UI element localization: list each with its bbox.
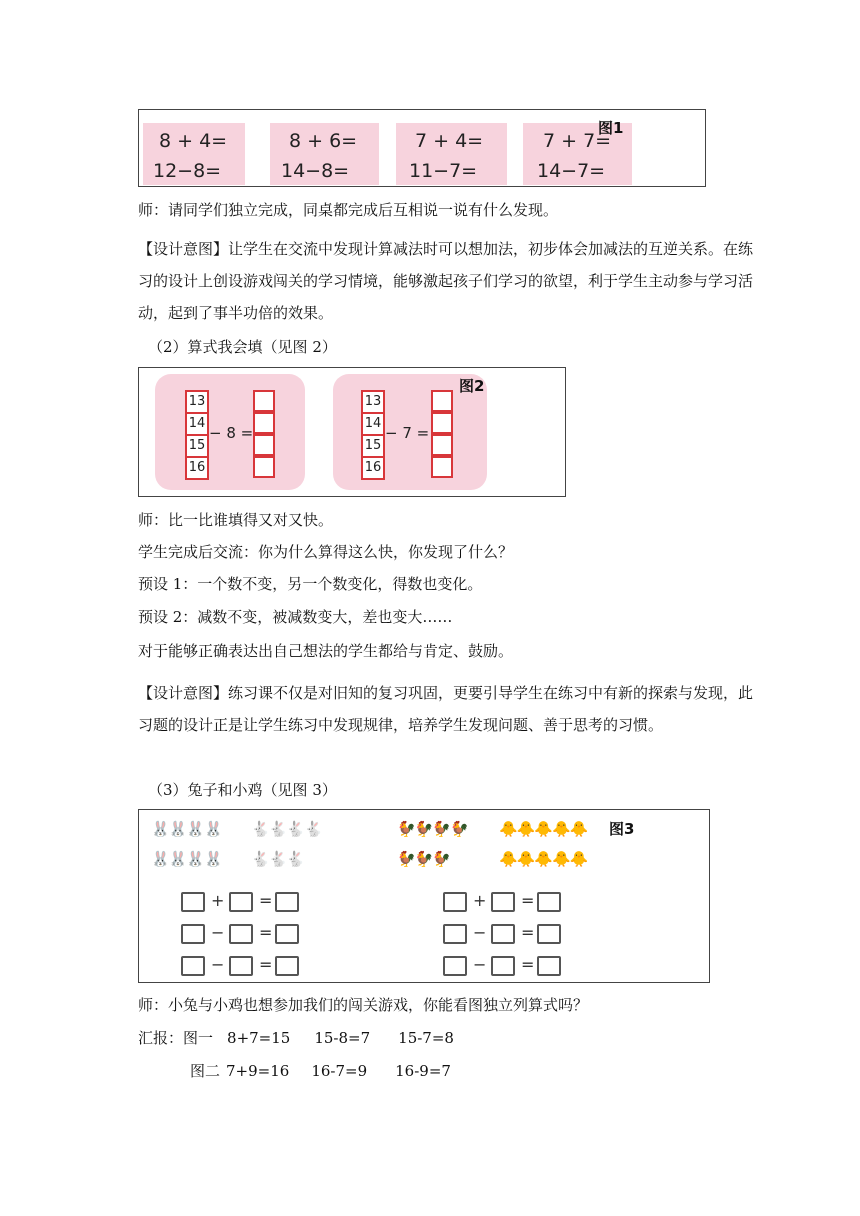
preset-1: 预设 1：一个数不变，另一个数变化，得数也变化。	[138, 575, 483, 593]
fig2-right-num-2: 14	[361, 412, 385, 436]
fig3-left-row1-box3[interactable]	[275, 892, 299, 912]
fig2-left-num-4: 16	[185, 456, 209, 480]
fig2-left-answer-1[interactable]	[253, 390, 275, 412]
fig3-left-row1-box2[interactable]	[229, 892, 253, 912]
report-1-eq-2: 15-8=7	[314, 1029, 371, 1047]
design-intent-2: 【设计意图】练习课不仅是对旧知的复习巩固，更要引导学生在练习中有新的探索与发现，此习题的设计正是让学生练习中发现规律，培养学生发现问题、善于思考的习惯。	[138, 684, 754, 734]
fig3-right-row3-box2[interactable]	[491, 956, 515, 976]
rabbit-icon: 🐇🐇🐇🐇	[251, 820, 322, 838]
report-1-eq-3: 15-7=8	[398, 1029, 454, 1047]
rabbit-icon: 🐰🐰🐰🐰	[151, 820, 222, 838]
fig3-left-row3-eq: =	[259, 955, 273, 974]
fig2-right-num-3: 15	[361, 434, 385, 458]
fig3-left-row1-box1[interactable]	[181, 892, 205, 912]
report-row-2	[190, 1055, 451, 1087]
report-2-name: 图二	[190, 1062, 221, 1080]
report-2-eq-2: 16-7=9	[311, 1062, 368, 1080]
fig3-right-row3-box3[interactable]	[537, 956, 561, 976]
fig2-right-num-4: 16	[361, 456, 385, 480]
fig2-left-answer-2[interactable]	[253, 412, 275, 434]
fig3-left-row1-op: +	[211, 891, 225, 910]
fig3-right-row1-op: +	[473, 891, 487, 910]
report-2-eq-3: 16-9=7	[395, 1062, 451, 1080]
rabbit-icon: 🐰🐰🐰🐰	[151, 850, 222, 868]
fig1-label: 图1	[598, 119, 624, 137]
fig3-right-row1-box3[interactable]	[537, 892, 561, 912]
fig2-label: 图2	[459, 377, 485, 395]
fig3-left-row2-box1[interactable]	[181, 924, 205, 944]
student-exchange: 学生完成后交流：你为什么算得这么快，你发现了什么？	[138, 543, 514, 561]
design-intent-1: 【设计意图】让学生在交流中发现计算减法时可以想加法，初步体会加减法的互逆关系。在练习的设计上创设游戏闯关的学习情境，能够激起孩子们学习的欲望，利于学生主动参与学习活动，起到了事半功倍的效果。	[138, 240, 754, 322]
fig2-right-answer-2[interactable]	[431, 412, 453, 434]
fig3-left-row2-eq: =	[259, 923, 273, 942]
chicken-icon: 🐥🐥🐥🐥🐥	[499, 820, 588, 838]
fig1-eq-2-bottom: 14−8=	[281, 160, 350, 182]
fig1-eq-1-top: 8 + 4=	[159, 130, 228, 152]
fig3-right-row2-op: −	[473, 923, 487, 942]
fig1-eq-2-top: 8 + 6=	[289, 130, 358, 152]
chicken-icon: 🐥🐥🐥🐥🐥	[499, 850, 588, 868]
figure-1	[138, 109, 706, 187]
fig3-right-row2-box1[interactable]	[443, 924, 467, 944]
fig3-label: 图3	[609, 820, 635, 838]
rabbit-icon: 🐇🐇🐇	[251, 850, 305, 868]
teacher-instruction-2: 师：比一比谁填得又对又快。	[138, 511, 334, 529]
fig2-right-op: − 7 =	[385, 424, 430, 442]
fig1-eq-4-top: 7 + 7=	[543, 130, 612, 152]
fig3-right-row1-box1[interactable]	[443, 892, 467, 912]
fig2-right-answer-4[interactable]	[431, 456, 453, 478]
report-1-name: 图一	[183, 1029, 214, 1047]
fig3-right-row3-eq: =	[521, 955, 535, 974]
fig3-right-row3-box1[interactable]	[443, 956, 467, 976]
fig2-left-answer-4[interactable]	[253, 456, 275, 478]
fig1-eq-4-bottom: 14−7=	[537, 160, 606, 182]
preset-2: 预设 2：减数不变，被减数变大，差也变大……	[138, 608, 453, 626]
teacher-instruction-1: 师：请同学们独立完成，同桌都完成后互相说一说有什么发现。	[138, 201, 559, 219]
report-2-eq-1: 7+9=16	[226, 1062, 290, 1080]
figure-3	[138, 809, 710, 983]
fig3-left-row2-op: −	[211, 923, 225, 942]
fig3-left-row2-box2[interactable]	[229, 924, 253, 944]
fig3-left-row1-eq: =	[259, 891, 273, 910]
teacher-instruction-3: 师：小兔与小鸡也想参加我们的闯关游戏，你能看图独立列算式吗？	[138, 996, 589, 1014]
fig2-left-num-1: 13	[185, 390, 209, 414]
report-row-1	[138, 1022, 454, 1054]
fig2-right-answer-1[interactable]	[431, 390, 453, 412]
fig3-right-row3-op: −	[473, 955, 487, 974]
chicken-icon: 🐓🐓🐓🐓	[397, 820, 468, 838]
fig1-eq-3-top: 7 + 4=	[415, 130, 484, 152]
fig3-left-row2-box3[interactable]	[275, 924, 299, 944]
fig3-right-row2-eq: =	[521, 923, 535, 942]
fig2-left-op: − 8 =	[209, 424, 254, 442]
fig2-left-num-2: 14	[185, 412, 209, 436]
report-label: 汇报：	[138, 1029, 184, 1047]
fig2-left-num-3: 15	[185, 434, 209, 458]
fig3-left-row3-box3[interactable]	[275, 956, 299, 976]
fig3-left-row3-op: −	[211, 955, 225, 974]
fig3-left-row3-box1[interactable]	[181, 956, 205, 976]
fig3-left-row3-box2[interactable]	[229, 956, 253, 976]
fig2-left-answer-3[interactable]	[253, 434, 275, 456]
section-3-title: （3）兔子和小鸡（见图 3）	[148, 781, 337, 799]
chicken-icon: 🐓🐓🐓	[397, 850, 451, 868]
fig2-right-num-1: 13	[361, 390, 385, 414]
section-2-title: （2）算式我会填（见图 2）	[148, 338, 337, 356]
fig3-right-row2-box3[interactable]	[537, 924, 561, 944]
fig2-right-answer-3[interactable]	[431, 434, 453, 456]
figure-2	[138, 367, 566, 497]
fig1-eq-3-bottom: 11−7=	[409, 160, 478, 182]
report-1-eq-1: 8+7=15	[227, 1029, 291, 1047]
fig3-right-row2-box2[interactable]	[491, 924, 515, 944]
fig3-right-row1-eq: =	[521, 891, 535, 910]
encouragement: 对于能够正确表达出自己想法的学生都给与肯定、鼓励。	[138, 642, 514, 660]
fig1-eq-1-bottom: 12−8=	[153, 160, 222, 182]
fig3-right-row1-box2[interactable]	[491, 892, 515, 912]
